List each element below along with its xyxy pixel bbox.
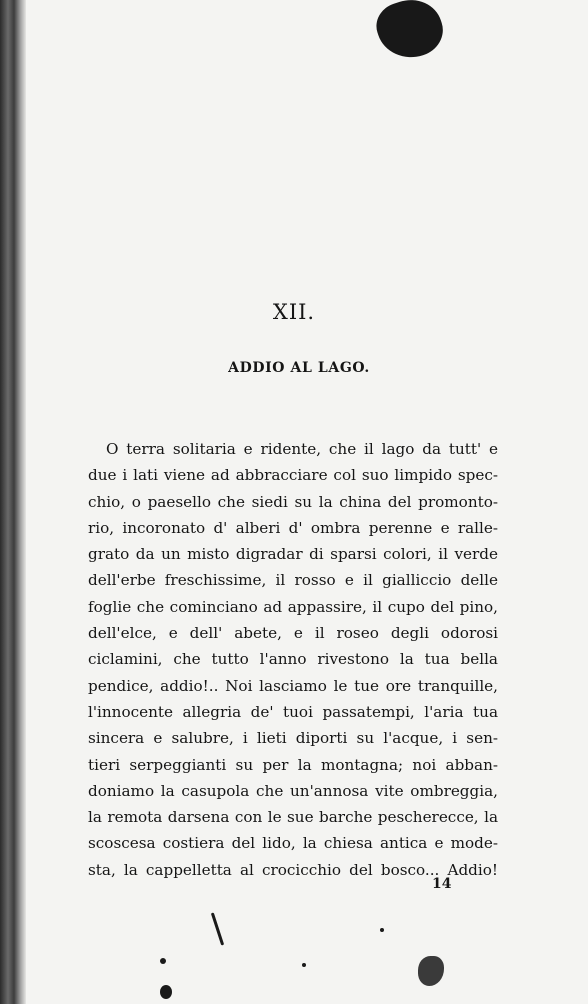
text-line: sincera e salubre, i lieti diporti su l'acque, i sen-: [88, 729, 498, 748]
ink-speck: [302, 963, 306, 967]
ink-blot: [371, 0, 450, 66]
text-line: ciclamini, che tutto l'anno rivestono la tua bella: [88, 650, 498, 669]
ink-speck: [160, 985, 172, 999]
text-line: dell'erbe freschissime, il rosso e il gialliccio delle: [88, 571, 498, 590]
ink-speck: [380, 928, 384, 932]
chapter-number: XII.: [272, 300, 316, 324]
text-line: la remota darsena con le sue barche pescherecce, la: [88, 808, 498, 827]
page-number: 14: [432, 876, 452, 892]
chapter-title: ADDIO AL LAGO.: [228, 360, 370, 376]
book-spine-shadow: [0, 0, 26, 1004]
text-line: tieri serpeggianti su per la montagna; noi abban-: [88, 755, 498, 774]
text-line: doniamo la casupola che un'annosa vite ombreggia,: [88, 781, 498, 800]
text-line: l'innocente allegria de' tuoi passatempi, l'aria tua: [88, 702, 498, 721]
ink-smudge: [418, 956, 444, 986]
text-line: pendice, addio!.. Noi lasciamo le tue ore tranquille,: [88, 676, 498, 695]
text-line: dell'elce, e dell' abete, e il roseo degli odorosi: [88, 624, 498, 643]
text-line: O terra solitaria e ridente, che il lago da tutt' e: [106, 440, 498, 458]
text-line: chio, o paesello che siedi su la china del promonto-: [88, 492, 498, 511]
text-line: due i lati viene ad abbracciare col suo limpido spec-: [88, 466, 498, 485]
ink-speck: [160, 958, 166, 964]
ink-speck: [211, 912, 224, 945]
text-line: foglie che cominciano ad appassire, il cupo del pino,: [88, 597, 498, 616]
text-line: scoscesa costiera del lido, la chiesa antica e mode-: [88, 834, 498, 853]
body-text: [88, 436, 498, 883]
text-line: sta, la cappelletta al crocicchio del bosco... Addio!: [88, 860, 498, 879]
text-line: grato da un misto digradar di sparsi colori, il verde: [88, 545, 498, 564]
text-line: rio, incoronato d' alberi d' ombra perenne e ralle-: [88, 518, 498, 537]
